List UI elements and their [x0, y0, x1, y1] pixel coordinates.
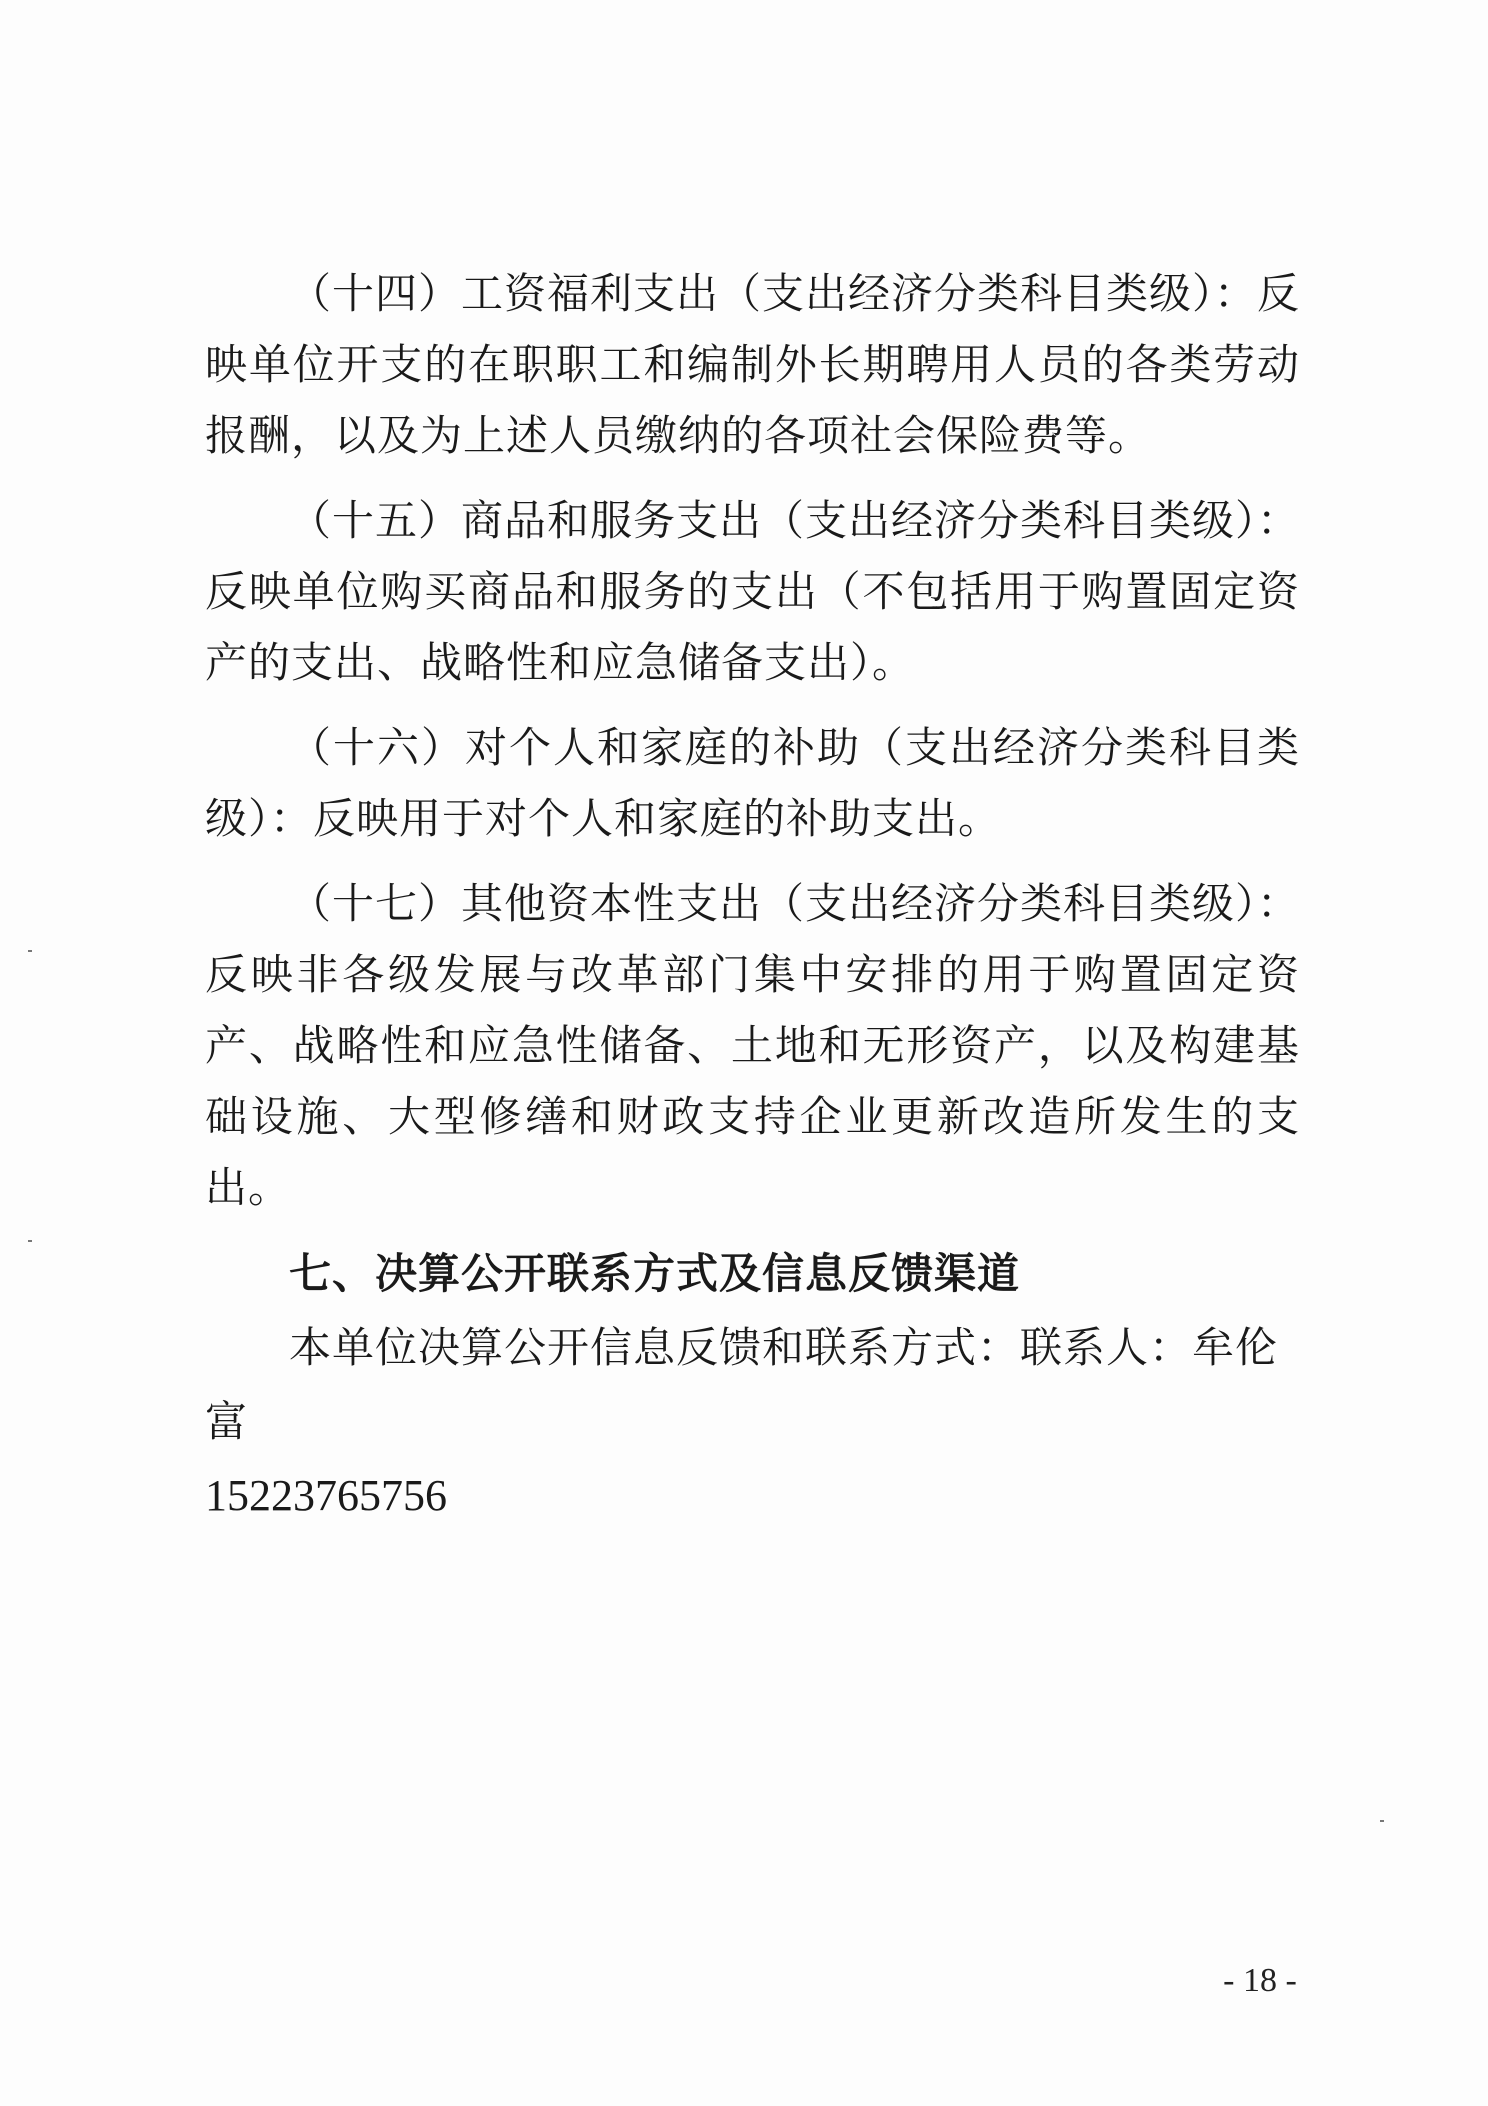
- scan-mark: [28, 1240, 32, 1242]
- paragraph-goods-services: （十五）商品和服务支出（支出经济分类科目类级）：反映单位购买商品和服务的支出（不包括用于购置固定资产的支出、战略性和应急储备支出）。: [205, 496, 1301, 687]
- scan-mark: [28, 950, 32, 952]
- page-number: - 18 -: [1223, 1962, 1297, 1999]
- paragraph-wage-welfare: （十四）工资福利支出（支出经济分类科目类级）：反映单位开支的在职职工和编制外长期聘用人员的各类劳动报酬，以及为上述人员缴纳的各项社会保险费等。: [205, 269, 1301, 460]
- paragraph-household-subsidy: （十六）对个人和家庭的补助（支出经济分类科目类级）：反映用于对个人和家庭的补助支出。: [205, 723, 1300, 843]
- contact-info: [205, 1311, 1300, 1533]
- scan-mark: [1380, 1820, 1384, 1822]
- document-body: [205, 258, 1300, 1533]
- contact-phone: 15223765756: [205, 1471, 447, 1520]
- section-heading: 七、决算公开联系方式及信息反馈渠道: [289, 1249, 1021, 1298]
- contact-text: 本单位决算公开信息反馈和联系方式：联系人：牟伦富: [205, 1323, 1279, 1446]
- paragraph-other-capital: （十七）其他资本性支出（支出经济分类科目类级）：反映非各级发展与改革部门集中安排的用于购置固定资产、战略性和应急性储备、土地和无形资产，以及构建基础设施、大型修缮和财政支持企业更新改造所发生的支出。: [205, 879, 1301, 1212]
